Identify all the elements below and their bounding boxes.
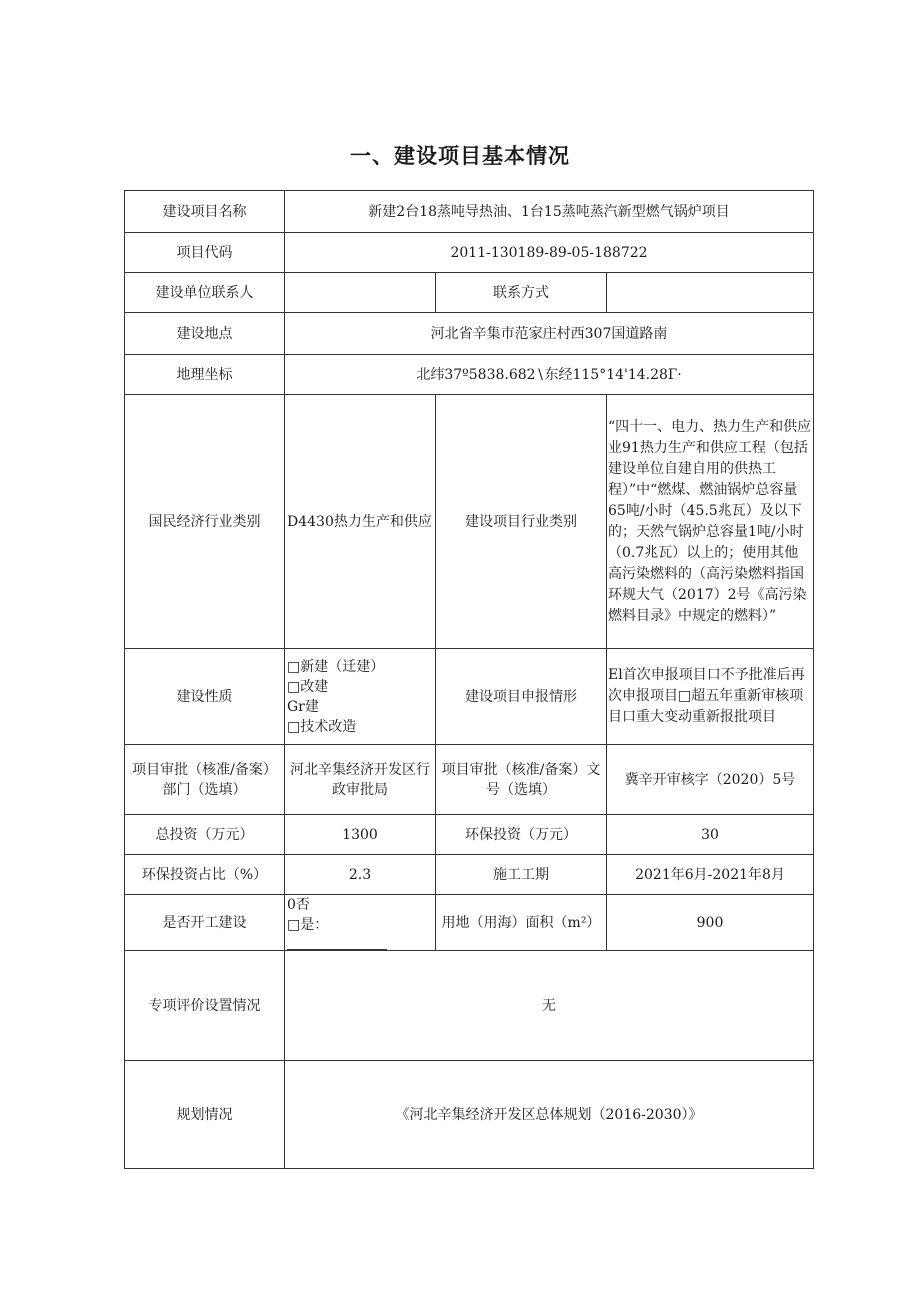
approval-dept-label: 项目审批（核准/备案）部门（选填） [125, 745, 285, 815]
table-row [125, 855, 814, 895]
industry-label: 国民经济行业类别 [125, 395, 285, 649]
report-value: El首次申报项目口不予批准后再次申报项目□超五年重新审核项目口重大变动重新报批项目 [607, 649, 814, 745]
project-name-value: 新建2台18蒸吨导热油、1台15蒸吨蒸汽新型燃气锅炉项目 [285, 191, 814, 233]
env-investment-label: 环保投资（万元） [436, 815, 607, 855]
env-ratio-label: 环保投资占比（%） [125, 855, 285, 895]
location-value: 河北省辛集市范家庄村西307国道路南 [285, 313, 814, 355]
nature-options [285, 649, 436, 745]
approval-dept-value: 河北辛集经济开发区行政审批局 [285, 745, 436, 815]
industry-type-label: 建设项目行业类别 [436, 395, 607, 649]
total-investment-label: 总投资（万元） [125, 815, 285, 855]
table-row [125, 313, 814, 355]
nature-option-tech: □技术改造 [287, 718, 357, 735]
table-row [125, 951, 814, 1061]
project-code-label: 项目代码 [125, 233, 285, 273]
nature-option-rebuild: □改建 [287, 678, 329, 695]
started-label: 是否开工建设 [125, 895, 285, 951]
approval-doc-value: 冀辛开审核字（2020）5号 [607, 745, 814, 815]
special-eval-value: 无 [285, 951, 814, 1061]
contact-method-label: 联系方式 [436, 273, 607, 313]
started-options [285, 895, 436, 951]
started-yes-blank [287, 935, 387, 950]
table-row [125, 649, 814, 745]
nature-label: 建设性质 [125, 649, 285, 745]
env-ratio-value: 2.3 [285, 855, 436, 895]
contact-value [285, 273, 436, 313]
coords-value: 北纬37º5838.682∖东经115°14'14.28Г· [285, 355, 814, 395]
nature-option-new: □新建（迁建） [287, 658, 385, 675]
contact-label: 建设单位联系人 [125, 273, 285, 313]
env-investment-value: 30 [607, 815, 814, 855]
construction-period-label: 施工工期 [436, 855, 607, 895]
report-label: 建设项目申报情形 [436, 649, 607, 745]
location-label: 建设地点 [125, 313, 285, 355]
table-row [125, 191, 814, 233]
contact-method-value [607, 273, 814, 313]
special-eval-label: 专项评价设置情况 [125, 951, 285, 1061]
project-name-label: 建设项目名称 [125, 191, 285, 233]
table-row [125, 395, 814, 649]
planning-label: 规划情况 [125, 1061, 285, 1169]
table-row [125, 1061, 814, 1169]
table-row [125, 895, 814, 951]
table-row [125, 815, 814, 855]
planning-value: 《河北辛集经济开发区总体规划（2016-2030）》 [285, 1061, 814, 1169]
page-title: 一、建设项目基本情况 [350, 144, 570, 168]
total-investment-value: 1300 [285, 815, 436, 855]
nature-option-expand: Gr建 [287, 698, 319, 715]
table-row [125, 745, 814, 815]
table-row [125, 273, 814, 313]
approval-doc-label: 项目审批（核准/备案）文号（选填） [436, 745, 607, 815]
table-row [125, 355, 814, 395]
construction-period-value: 2021年6月-2021年8月 [607, 855, 814, 895]
project-info-table [124, 190, 814, 1169]
started-yes: □是： [287, 917, 329, 933]
project-code-value: 2011-130189-89-05-188722 [285, 233, 814, 273]
started-no: 0否 [287, 897, 310, 913]
land-area-value: 900 [607, 895, 814, 951]
industry-value: D4430热力生产和供应 [285, 395, 436, 649]
coords-label: 地理坐标 [125, 355, 285, 395]
land-area-label: 用地（用海）面积（m²） [436, 895, 607, 951]
industry-type-value: “四十一、电力、热力生产和供应业91热力生产和供应工程（包括建设单位自建自用的供热工程）”中“燃煤、燃油锅炉总容量65吨/小时（45.5兆瓦）及以下的；天然气锅炉总容量1吨/小时（0.7兆瓦）以上的；使用其他高污染燃料的（高污染燃料指国环规大气（2017）2号《高污染燃料目录》中规定的燃料）” [607, 395, 814, 649]
table-row [125, 233, 814, 273]
